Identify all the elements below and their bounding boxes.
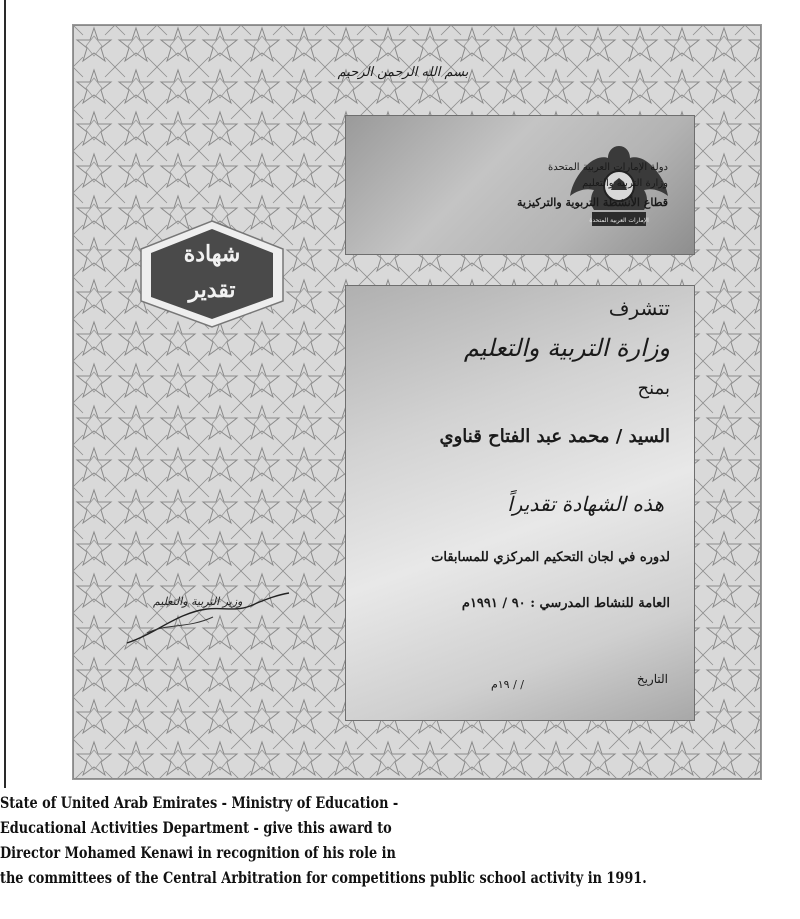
caption-line-1: State of United Arab Emirates - Ministry of Education - [0, 793, 399, 812]
caption-line-2: Educational Activities Department - give this award to [0, 818, 392, 837]
reason-line-1: لدوره في لجان التحكيم المركزي للمسابقات [431, 550, 670, 565]
caption-line-4: the committees of the Central Arbitration for competitions public school activity in 1991. [0, 868, 647, 887]
svg-text:الإمارات العربية المتحدة: الإمارات العربية المتحدة [589, 217, 649, 224]
certificate [72, 24, 762, 780]
grant-text: بمنح [637, 378, 670, 399]
date-value: / / ١٩م [490, 678, 524, 691]
date-label: التاريخ [636, 672, 668, 686]
scan-edge-line [4, 0, 6, 788]
recipient-name: السيد / محمد عبد الفتاح قناوي [439, 426, 670, 447]
ministry-header-panel [345, 115, 695, 255]
certificate-seal-badge [137, 219, 287, 329]
seal-title-word-2: تقدير [188, 277, 236, 303]
certificate-body-panel [345, 285, 695, 721]
handwritten-signature [117, 573, 297, 653]
ministry-name-header: وزارة التربية والتعليم [582, 178, 668, 189]
basmala-heading: بسم الله الرحمن الرحيم [337, 65, 469, 80]
seal-title-word-1: شهادة [183, 241, 241, 267]
certificate-statement: هذه الشهادة تقديراً [507, 492, 664, 516]
granting-ministry: وزارة التربية والتعليم [463, 334, 670, 362]
signature-title: وزير التربية والتعليم [153, 595, 243, 608]
honor-text: تتشرف [608, 296, 670, 320]
caption-line-3: Director Mohamed Kenawi in recognition of his role in [0, 843, 396, 862]
seal-hexagon-shape [137, 219, 287, 329]
reason-line-2: العامة للنشاط المدرسي : ٩٠ / ١٩٩١م [461, 596, 670, 611]
image-caption [0, 790, 800, 890]
sector-name: قطاع الأنشطة التربوية والتركيزية [516, 196, 668, 209]
country-name: دولة الإمارات العربية المتحدة [547, 162, 668, 173]
